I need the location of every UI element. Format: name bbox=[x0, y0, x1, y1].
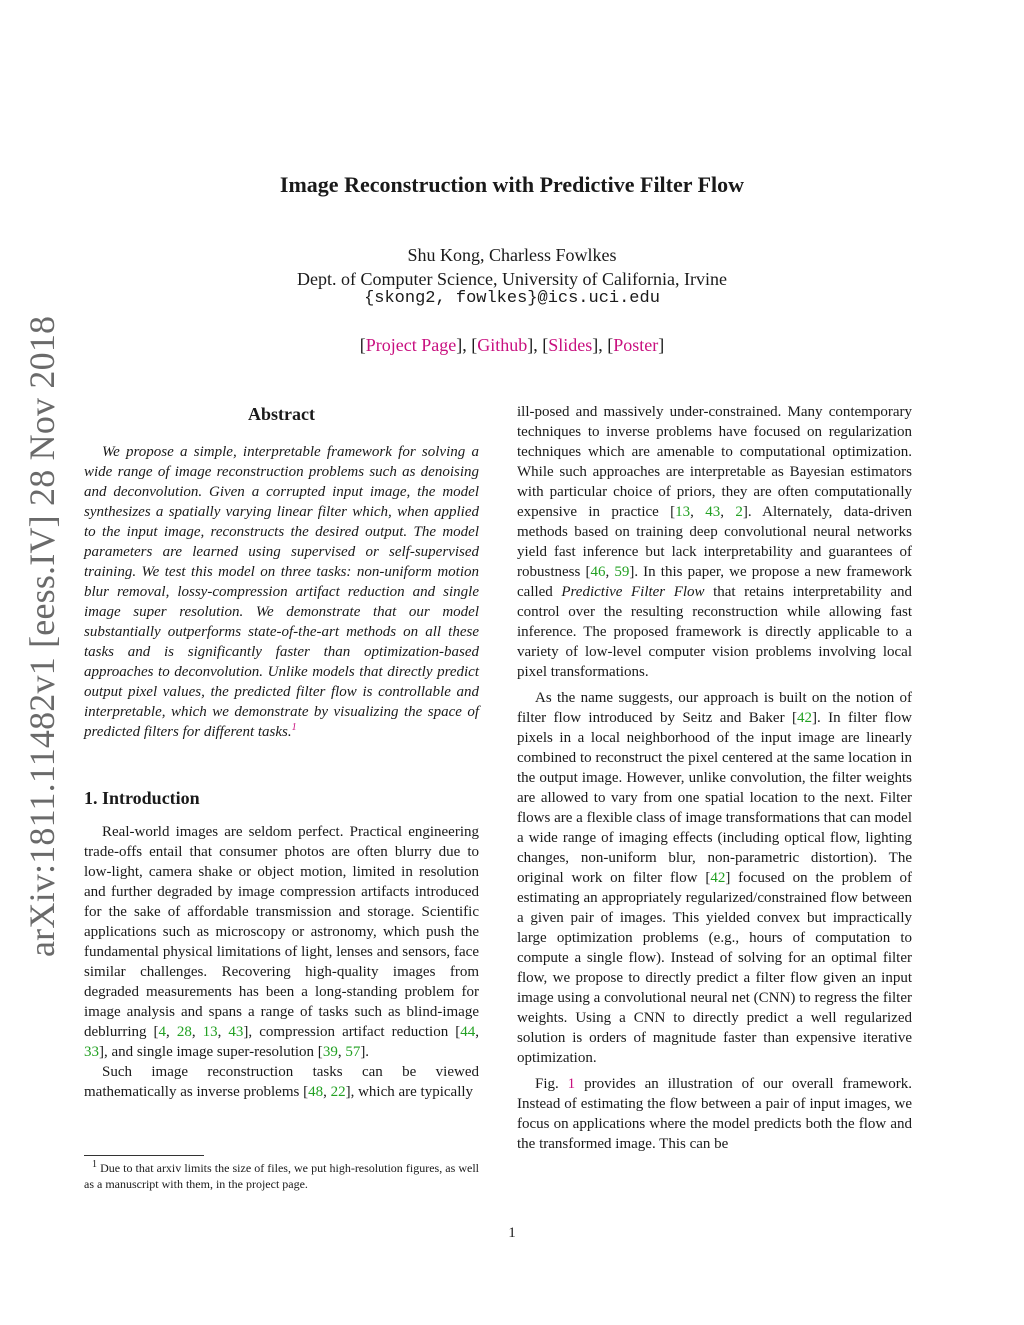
author-block bbox=[0, 243, 1024, 291]
footnote bbox=[84, 1160, 479, 1192]
citation-link[interactable]: 43 bbox=[228, 1024, 244, 1040]
footnote-marker[interactable]: 1 bbox=[291, 722, 297, 733]
citation-link[interactable]: 33 bbox=[84, 1044, 99, 1060]
right-column bbox=[517, 402, 912, 1154]
author-names: Shu Kong, Charless Fowlkes bbox=[407, 245, 617, 265]
right-paragraph-2: As the name suggests, our approach is built on the notion of filter flow introduced by Seitz and Baker [42]. In filter flow pixels in a local neighborhood of the input image are linearly combined to reconstruct the pixel centered at the same location in the output image. However, unlike convolution, the filter weights are allowed to vary from one spatial location to the next. Filter flows are a flexible class of image transformations that can model a wide range of imaging effects (including optical flow, lighting changes, non-uniform blur, non-parametric distortion). The original work on filter flow [42] focused on the problem of estimating an appropriately regularized/constrained flow between a given pair of images. This yielded convex but impractically large optimization problems (e.g., hours of computation to compute a single flow). Instead of solving for an optimal filter flow, we propose to directly predict a filter flow given an input image using a convolutional neural net (CNN) to regress the filter weights. Using a CNN to directly predict a well regularized solution is orders of magnitude faster than expensive iterative optimization. bbox=[517, 690, 913, 1066]
citation-link[interactable]: 44 bbox=[460, 1024, 476, 1040]
citation-link[interactable]: 59 bbox=[614, 564, 630, 580]
citation-link[interactable]: 48 bbox=[308, 1084, 324, 1100]
figure-reference-link[interactable]: 1 bbox=[567, 1076, 576, 1092]
footnote-divider bbox=[84, 1155, 204, 1156]
project-page-link[interactable]: Project Page bbox=[365, 335, 457, 355]
citation-link[interactable]: 28 bbox=[176, 1024, 192, 1040]
citation-link[interactable]: 42 bbox=[796, 710, 812, 726]
citation-link[interactable]: 13 bbox=[202, 1024, 218, 1040]
citation-link[interactable]: 2 bbox=[735, 504, 743, 520]
framework-name: Predictive Filter Flow bbox=[561, 584, 705, 600]
resource-links: [Project Page], [Github], [Slides], [Poster] bbox=[359, 335, 665, 355]
arxiv-stamp: arXiv:1811.11482v1 [eess.IV] 28 Nov 2018 bbox=[22, 315, 62, 957]
intro-paragraph-2: Such image reconstruction tasks can be viewed mathematically as inverse problems [48, 22], which are typically bbox=[84, 1064, 479, 1100]
citation-link[interactable]: 46 bbox=[590, 564, 606, 580]
intro-paragraph-1: Real-world images are seldom perfect. Practical engineering trade-offs entail that consumer photos are often blurry due to low-light, camera shake or object motion, limited in resolution and further degraded by image compression artifacts introduced for the sake of affordable transmission and storage. Scientific applications such as microscopy or astronomy, which push the fundamental physical limitations of light, lenses and sensors, face similar challenges. Recovering high-quality images from degraded measurements has been a long-standing problem for image analysis and spans a range of tasks such as blind-image deblurring [4, 28, 13, 43], compression artifact reduction [44, 33], and single image super-resolution [39, 57]. bbox=[84, 824, 480, 1060]
page-number: 1 bbox=[508, 1225, 516, 1241]
citation-link[interactable]: 42 bbox=[710, 870, 726, 886]
citation-link[interactable]: 39 bbox=[322, 1044, 338, 1060]
footnote-text: Due to that arxiv limits the size of files, we put high-resolution figures, as well as a manuscript with them, in the project page. bbox=[84, 1161, 480, 1191]
paper-title: Image Reconstruction with Predictive Filter Flow bbox=[279, 172, 745, 197]
citation-link[interactable]: 22 bbox=[330, 1084, 346, 1100]
affiliation: Dept. of Computer Science, University of California, Irvine bbox=[297, 269, 727, 289]
citation-link[interactable]: 43 bbox=[705, 504, 721, 520]
author-email: {skong2, fowlkes}@ics.uci.edu bbox=[364, 289, 660, 308]
abstract-heading: Abstract bbox=[248, 404, 315, 424]
abstract-body: We propose a simple, interpretable framework for solving a wide range of image reconstruction problems such as denoising and deconvolution. Given a corrupted input image, the model synthesizes a spatially varying linear filter which, when applied to the input image, reconstructs the desired output. The model parameters are learned using supervised or self-supervised training. We test this model on three tasks: non-uniform motion blur removal, lossy-compression artifact reduction and single image super resolution. We demonstrate that our model substantially outperforms state-of-the-art methods on all these tasks and is significantly faster than optimization-based approaches to deconvolution. Unlike models that directly predict output pixel values, the predicted filter flow is controllable and interpretable, which we demonstrate by visualizing the space of predicted filters for different tasks. bbox=[84, 444, 479, 740]
abstract-text bbox=[84, 442, 479, 742]
citation-link[interactable]: 4 bbox=[158, 1024, 167, 1040]
citation-link[interactable]: 13 bbox=[675, 504, 691, 520]
github-link[interactable]: Github bbox=[477, 335, 528, 355]
left-column bbox=[84, 402, 479, 1102]
right-paragraph-3: Fig. 1 provides an illustration of our overall framework. Instead of estimating the flow between a pair of input images, we focus on applications where the model predicts both the flow and the transformed image. This can be bbox=[517, 1076, 912, 1152]
poster-link[interactable]: Poster bbox=[613, 335, 659, 355]
citation-link[interactable]: 57 bbox=[345, 1044, 361, 1060]
right-paragraph-1: ill-posed and massively under-constrained. Many contemporary techniques to inverse problems have focused on regularization techniques which are amenable to computational optimization. While such approaches are interpretable as Bayesian estimators with particular choice of priors, they are often computationally expensive in practice [13, 43, 2]. Alternately, data-driven methods based on training deep convolutional neural networks yield fast inference but lack interpretability and guarantees of robustness [46, 59]. In this paper, we propose a new framework called Predictive Filter Flow that retains interpretability and control over the resulting reconstruction while allowing fast inference. The proposed framework is directly applicable to a variety of low-level computer vision problems involving local pixel transformations. bbox=[517, 404, 913, 680]
footnote-number: 1 bbox=[92, 1159, 97, 1170]
intro-heading: 1. Introduction bbox=[84, 788, 200, 808]
slides-link[interactable]: Slides bbox=[548, 335, 593, 355]
